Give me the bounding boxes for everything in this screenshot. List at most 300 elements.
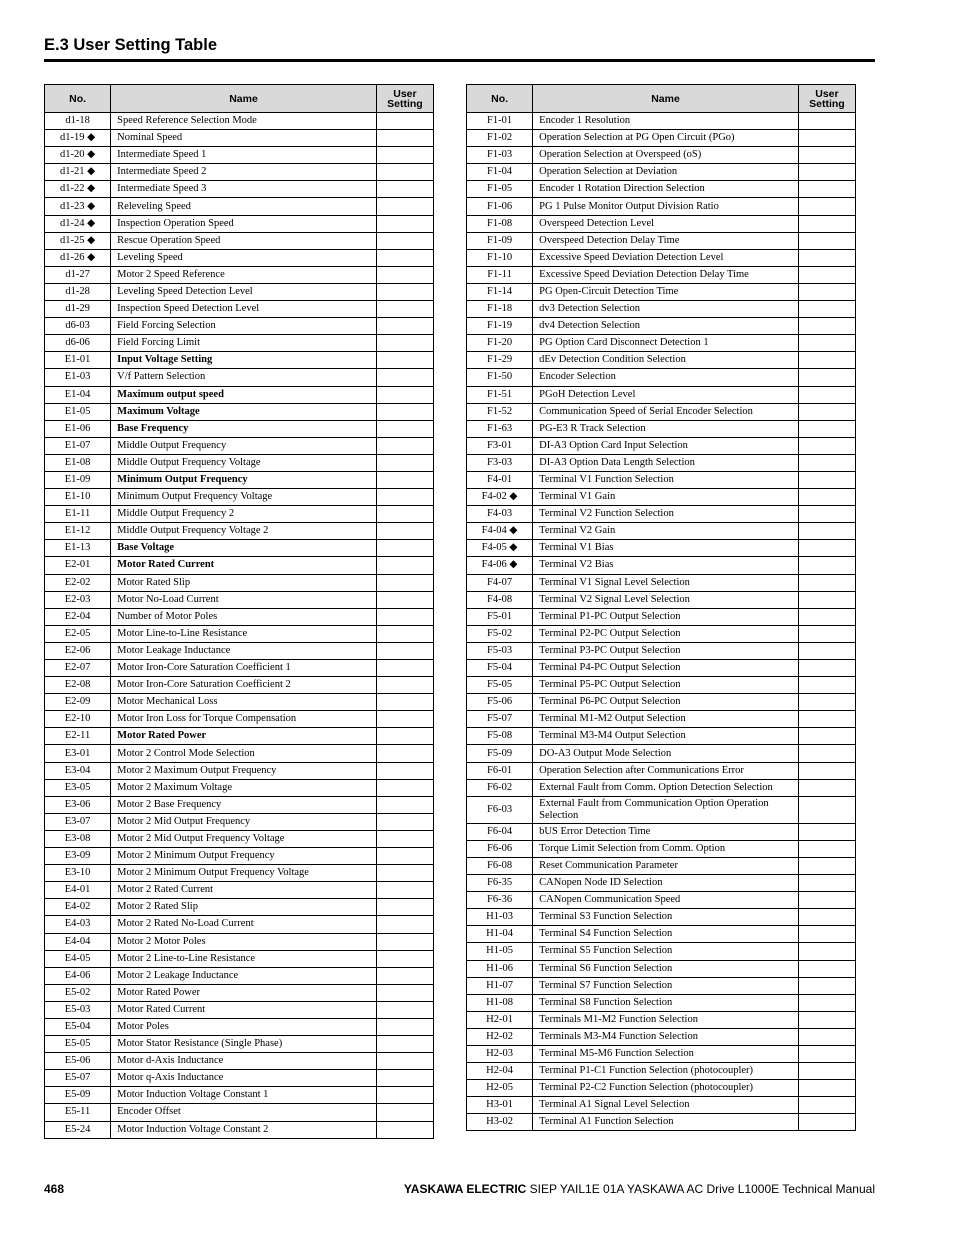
- parameter-name: Terminal S6 Function Selection: [533, 960, 799, 977]
- user-setting-cell[interactable]: [798, 711, 855, 728]
- parameter-number: H1-03: [467, 909, 533, 926]
- table-row: [45, 984, 434, 1001]
- parameter-name: Middle Output Frequency Voltage: [111, 454, 377, 471]
- table-row: [45, 677, 434, 694]
- parameter-number: F5-06: [467, 694, 533, 711]
- parameter-name: Motor Line-to-Line Resistance: [111, 625, 377, 642]
- user-setting-cell[interactable]: [376, 882, 433, 899]
- parameter-number: F4-05 ◆: [467, 540, 533, 557]
- user-setting-cell[interactable]: [376, 677, 433, 694]
- parameter-name: Terminal V1 Bias: [533, 540, 799, 557]
- parameter-number: d1-19 ◆: [45, 130, 111, 147]
- user-setting-cell[interactable]: [798, 745, 855, 762]
- user-setting-cell[interactable]: [376, 711, 433, 728]
- table-row: [45, 660, 434, 677]
- parameter-number: F5-01: [467, 608, 533, 625]
- user-setting-cell[interactable]: [798, 677, 855, 694]
- parameter-number: d1-27: [45, 266, 111, 283]
- parameter-name: Terminal M5-M6 Function Selection: [533, 1045, 799, 1062]
- user-setting-cell[interactable]: [798, 454, 855, 471]
- user-setting-cell[interactable]: [798, 1080, 855, 1097]
- table-row: [467, 892, 856, 909]
- parameter-number: F5-09: [467, 745, 533, 762]
- user-setting-cell[interactable]: [798, 642, 855, 659]
- user-setting-cell[interactable]: [798, 198, 855, 215]
- parameter-number: F1-11: [467, 266, 533, 283]
- user-setting-cell[interactable]: [798, 232, 855, 249]
- table-row: [467, 386, 856, 403]
- user-setting-cell[interactable]: [376, 779, 433, 796]
- table-row: [467, 283, 856, 300]
- parameter-number: d1-23 ◆: [45, 198, 111, 215]
- parameter-number: E2-11: [45, 728, 111, 745]
- parameter-name: Motor 2 Rated No-Load Current: [111, 916, 377, 933]
- parameter-number: F1-19: [467, 318, 533, 335]
- table-row: [45, 1053, 434, 1070]
- user-setting-cell[interactable]: [376, 352, 433, 369]
- parameter-number: d1-29: [45, 301, 111, 318]
- parameter-number: E1-09: [45, 471, 111, 488]
- parameter-name: Motor 2 Minimum Output Frequency: [111, 848, 377, 865]
- table-row: [45, 1087, 434, 1104]
- table-row: [45, 420, 434, 437]
- user-setting-cell[interactable]: [376, 369, 433, 386]
- parameter-number: H2-01: [467, 1011, 533, 1028]
- user-setting-cell[interactable]: [376, 249, 433, 266]
- user-setting-cell[interactable]: [798, 1045, 855, 1062]
- parameter-number: d6-06: [45, 335, 111, 352]
- user-setting-cell[interactable]: [798, 1028, 855, 1045]
- parameter-name: Leveling Speed Detection Level: [111, 283, 377, 300]
- table-row: [45, 762, 434, 779]
- parameter-name: Motor Iron Loss for Torque Compensation: [111, 711, 377, 728]
- table-row: [45, 540, 434, 557]
- user-setting-cell[interactable]: [798, 909, 855, 926]
- table-header-row: [45, 85, 434, 113]
- user-setting-cell[interactable]: [376, 933, 433, 950]
- parameter-number: F4-06 ◆: [467, 557, 533, 574]
- parameter-name: Middle Output Frequency 2: [111, 506, 377, 523]
- parameter-number: F4-01: [467, 471, 533, 488]
- parameter-number: F4-07: [467, 574, 533, 591]
- user-setting-cell[interactable]: [798, 762, 855, 779]
- user-setting-cell[interactable]: [376, 950, 433, 967]
- user-setting-cell[interactable]: [798, 164, 855, 181]
- parameter-name: Field Forcing Selection: [111, 318, 377, 335]
- parameter-number: F5-02: [467, 625, 533, 642]
- user-setting-cell[interactable]: [376, 1036, 433, 1053]
- user-setting-cell[interactable]: [376, 386, 433, 403]
- user-setting-cell[interactable]: [798, 943, 855, 960]
- table-header-row: [467, 85, 856, 113]
- user-setting-cell[interactable]: [376, 215, 433, 232]
- parameter-number: E5-24: [45, 1121, 111, 1138]
- parameter-name: Terminal V1 Function Selection: [533, 471, 799, 488]
- parameter-number: E3-01: [45, 745, 111, 762]
- parameter-name: Operation Selection at Deviation: [533, 164, 799, 181]
- table-row: [467, 1028, 856, 1045]
- parameter-name: Motor Induction Voltage Constant 2: [111, 1121, 377, 1138]
- user-setting-cell[interactable]: [376, 1018, 433, 1035]
- user-setting-cell[interactable]: [798, 181, 855, 198]
- table-row: [467, 574, 856, 591]
- user-setting-cell[interactable]: [798, 557, 855, 574]
- parameter-name: dv4 Detection Selection: [533, 318, 799, 335]
- parameter-number: F1-51: [467, 386, 533, 403]
- table-row: [45, 865, 434, 882]
- parameter-name: Terminal V2 Signal Level Selection: [533, 591, 799, 608]
- user-setting-cell[interactable]: [798, 1097, 855, 1114]
- user-setting-cell[interactable]: [376, 694, 433, 711]
- table-row: [45, 1070, 434, 1087]
- user-setting-cell[interactable]: [376, 625, 433, 642]
- parameter-name: Input Voltage Setting: [111, 352, 377, 369]
- parameter-number: F4-08: [467, 591, 533, 608]
- user-setting-cell[interactable]: [798, 437, 855, 454]
- user-setting-cell[interactable]: [798, 660, 855, 677]
- parameter-name: Motor 2 Mid Output Frequency Voltage: [111, 830, 377, 847]
- user-setting-cell[interactable]: [376, 181, 433, 198]
- parameter-name: Terminal P5-PC Output Selection: [533, 677, 799, 694]
- user-setting-cell[interactable]: [376, 1104, 433, 1121]
- parameter-number: F1-09: [467, 232, 533, 249]
- parameter-number: d1-24 ◆: [45, 215, 111, 232]
- user-setting-cell[interactable]: [376, 608, 433, 625]
- parameter-number: E4-03: [45, 916, 111, 933]
- parameter-name: Motor 2 Rated Slip: [111, 899, 377, 916]
- parameter-number: F6-02: [467, 779, 533, 796]
- parameter-number: F1-52: [467, 403, 533, 420]
- user-setting-cell[interactable]: [376, 1001, 433, 1018]
- table-row: [467, 660, 856, 677]
- user-setting-cell[interactable]: [376, 574, 433, 591]
- parameter-name: V/f Pattern Selection: [111, 369, 377, 386]
- parameter-name: Motor 2 Leakage Inductance: [111, 967, 377, 984]
- parameter-number: F1-63: [467, 420, 533, 437]
- parameter-number: F1-08: [467, 215, 533, 232]
- user-setting-cell[interactable]: [376, 232, 433, 249]
- user-setting-cell[interactable]: [376, 318, 433, 335]
- table-row: [467, 779, 856, 796]
- parameter-name: Terminal P6-PC Output Selection: [533, 694, 799, 711]
- user-setting-cell[interactable]: [798, 266, 855, 283]
- table-row: [467, 1080, 856, 1097]
- user-setting-cell[interactable]: [376, 899, 433, 916]
- parameter-number: d1-18: [45, 113, 111, 130]
- parameter-name: Terminals M3-M4 Function Selection: [533, 1028, 799, 1045]
- user-setting-cell[interactable]: [798, 779, 855, 796]
- user-setting-cell[interactable]: [798, 823, 855, 840]
- user-setting-cell[interactable]: [798, 369, 855, 386]
- table-row: [467, 352, 856, 369]
- parameter-name: Motor 2 Maximum Output Frequency: [111, 762, 377, 779]
- table-row: [467, 694, 856, 711]
- table-row: [467, 523, 856, 540]
- user-setting-cell[interactable]: [798, 960, 855, 977]
- table-row: [467, 471, 856, 488]
- parameter-number: E3-06: [45, 796, 111, 813]
- user-setting-cell[interactable]: [376, 745, 433, 762]
- parameter-number: F6-06: [467, 840, 533, 857]
- user-setting-cell[interactable]: [798, 1063, 855, 1080]
- user-setting-cell[interactable]: [376, 164, 433, 181]
- user-setting-cell[interactable]: [376, 489, 433, 506]
- user-setting-cell[interactable]: [376, 642, 433, 659]
- table-row: [467, 840, 856, 857]
- table-row: [467, 677, 856, 694]
- user-setting-cell[interactable]: [376, 506, 433, 523]
- user-setting-cell[interactable]: [376, 113, 433, 130]
- parameter-number: E4-02: [45, 899, 111, 916]
- user-setting-cell[interactable]: [376, 557, 433, 574]
- parameter-number: d1-26 ◆: [45, 249, 111, 266]
- parameter-name: Motor 2 Control Mode Selection: [111, 745, 377, 762]
- user-setting-cell[interactable]: [376, 266, 433, 283]
- user-setting-cell[interactable]: [376, 540, 433, 557]
- table-row: [467, 454, 856, 471]
- parameter-number: H2-03: [467, 1045, 533, 1062]
- parameter-number: F1-14: [467, 283, 533, 300]
- parameter-number: F6-08: [467, 857, 533, 874]
- parameter-name: Terminal P1-C1 Function Selection (photocoupler): [533, 1063, 799, 1080]
- parameter-number: F3-03: [467, 454, 533, 471]
- user-setting-cell[interactable]: [376, 762, 433, 779]
- parameter-name: Motor Stator Resistance (Single Phase): [111, 1036, 377, 1053]
- table-row: [467, 608, 856, 625]
- table-row: [45, 899, 434, 916]
- user-setting-cell[interactable]: [376, 471, 433, 488]
- user-setting-cell[interactable]: [798, 489, 855, 506]
- user-setting-cell[interactable]: [798, 506, 855, 523]
- user-setting-cell[interactable]: [376, 1087, 433, 1104]
- parameter-name: PG Option Card Disconnect Detection 1: [533, 335, 799, 352]
- user-setting-cell[interactable]: [798, 796, 855, 823]
- parameter-number: F4-04 ◆: [467, 523, 533, 540]
- user-setting-cell[interactable]: [376, 283, 433, 300]
- parameter-name: Encoder 1 Resolution: [533, 113, 799, 130]
- table-row: [45, 848, 434, 865]
- user-setting-cell[interactable]: [376, 796, 433, 813]
- table-row: [45, 950, 434, 967]
- user-setting-cell[interactable]: [376, 1121, 433, 1138]
- table-row: [45, 113, 434, 130]
- table-row: [45, 625, 434, 642]
- parameter-name: Intermediate Speed 2: [111, 164, 377, 181]
- user-setting-cell[interactable]: [798, 994, 855, 1011]
- parameter-name: Overspeed Detection Level: [533, 215, 799, 232]
- parameter-name: Base Frequency: [111, 420, 377, 437]
- parameter-number: E5-09: [45, 1087, 111, 1104]
- user-setting-cell[interactable]: [798, 625, 855, 642]
- parameter-name: DI-A3 Option Card Input Selection: [533, 437, 799, 454]
- table-row: [467, 420, 856, 437]
- user-setting-cell[interactable]: [798, 875, 855, 892]
- table-row: [45, 591, 434, 608]
- user-setting-cell[interactable]: [376, 830, 433, 847]
- table-row: [45, 130, 434, 147]
- table-row: [45, 523, 434, 540]
- user-setting-cell[interactable]: [798, 728, 855, 745]
- user-setting-cell[interactable]: [798, 840, 855, 857]
- parameter-name: Terminal M3-M4 Output Selection: [533, 728, 799, 745]
- table-row: [467, 943, 856, 960]
- table-row: [45, 796, 434, 813]
- parameter-name: Middle Output Frequency Voltage 2: [111, 523, 377, 540]
- parameter-number: H2-05: [467, 1080, 533, 1097]
- parameter-number: H2-04: [467, 1063, 533, 1080]
- user-setting-cell[interactable]: [376, 1070, 433, 1087]
- table-row: [45, 266, 434, 283]
- table-row: [467, 403, 856, 420]
- user-setting-cell[interactable]: [798, 318, 855, 335]
- user-setting-cell[interactable]: [798, 352, 855, 369]
- parameter-number: F6-36: [467, 892, 533, 909]
- user-setting-cell[interactable]: [376, 984, 433, 1001]
- user-setting-cell[interactable]: [798, 857, 855, 874]
- parameter-number: F1-06: [467, 198, 533, 215]
- col-header-user-setting: User Setting: [376, 85, 433, 113]
- parameter-name: Inspection Operation Speed: [111, 215, 377, 232]
- parameter-number: E1-01: [45, 352, 111, 369]
- user-setting-cell[interactable]: [376, 437, 433, 454]
- user-setting-cell[interactable]: [798, 926, 855, 943]
- table-row: [45, 335, 434, 352]
- user-setting-cell[interactable]: [376, 454, 433, 471]
- user-setting-cell[interactable]: [798, 215, 855, 232]
- parameter-number: F5-07: [467, 711, 533, 728]
- parameter-number: E2-06: [45, 642, 111, 659]
- user-setting-cell[interactable]: [376, 523, 433, 540]
- parameter-name: DI-A3 Option Data Length Selection: [533, 454, 799, 471]
- user-setting-cell[interactable]: [798, 1011, 855, 1028]
- table-row: [45, 967, 434, 984]
- user-setting-cell[interactable]: [798, 386, 855, 403]
- parameter-number: E5-06: [45, 1053, 111, 1070]
- user-setting-cell[interactable]: [798, 471, 855, 488]
- user-setting-cell[interactable]: [376, 865, 433, 882]
- user-setting-cell[interactable]: [376, 813, 433, 830]
- user-setting-cell[interactable]: [798, 694, 855, 711]
- user-setting-cell[interactable]: [376, 147, 433, 164]
- parameter-number: E2-02: [45, 574, 111, 591]
- parameter-number: E5-07: [45, 1070, 111, 1087]
- table-row: [467, 994, 856, 1011]
- user-setting-cell[interactable]: [376, 916, 433, 933]
- user-setting-cell[interactable]: [798, 420, 855, 437]
- user-setting-cell[interactable]: [376, 591, 433, 608]
- user-setting-cell[interactable]: [798, 130, 855, 147]
- parameter-name: Motor Iron-Core Saturation Coefficient 2: [111, 677, 377, 694]
- parameter-name: Motor 2 Speed Reference: [111, 266, 377, 283]
- parameter-name: Base Voltage: [111, 540, 377, 557]
- user-setting-cell[interactable]: [376, 967, 433, 984]
- parameter-number: F6-35: [467, 875, 533, 892]
- parameter-number: E5-05: [45, 1036, 111, 1053]
- table-row: [467, 1097, 856, 1114]
- parameter-number: d1-20 ◆: [45, 147, 111, 164]
- user-setting-cell[interactable]: [376, 301, 433, 318]
- parameter-name: Terminal S3 Function Selection: [533, 909, 799, 926]
- parameter-name: Motor Mechanical Loss: [111, 694, 377, 711]
- parameter-name: Encoder Offset: [111, 1104, 377, 1121]
- user-setting-cell[interactable]: [798, 591, 855, 608]
- parameter-name: Terminal S7 Function Selection: [533, 977, 799, 994]
- table-row: [467, 318, 856, 335]
- user-setting-cell[interactable]: [798, 283, 855, 300]
- parameter-name: Operation Selection at Overspeed (oS): [533, 147, 799, 164]
- user-setting-cell[interactable]: [798, 113, 855, 130]
- heading-rule: [44, 59, 875, 62]
- user-setting-cell[interactable]: [376, 848, 433, 865]
- table-row: [467, 335, 856, 352]
- parameter-number: E1-11: [45, 506, 111, 523]
- user-setting-cell[interactable]: [376, 728, 433, 745]
- parameter-name: Terminal M1-M2 Output Selection: [533, 711, 799, 728]
- user-setting-cell[interactable]: [798, 403, 855, 420]
- parameter-number: F1-20: [467, 335, 533, 352]
- table-row: [45, 454, 434, 471]
- user-setting-cell[interactable]: [376, 403, 433, 420]
- parameter-number: E3-08: [45, 830, 111, 847]
- user-setting-cell[interactable]: [798, 1114, 855, 1131]
- parameter-name: bUS Error Detection Time: [533, 823, 799, 840]
- user-setting-cell[interactable]: [376, 335, 433, 352]
- user-setting-cell[interactable]: [798, 574, 855, 591]
- user-setting-cell[interactable]: [798, 608, 855, 625]
- table-row: [467, 1114, 856, 1131]
- parameter-number: E1-12: [45, 523, 111, 540]
- parameter-number: F1-18: [467, 301, 533, 318]
- table-row: [45, 1036, 434, 1053]
- parameter-name: Terminal P2-PC Output Selection: [533, 625, 799, 642]
- parameter-number: E1-07: [45, 437, 111, 454]
- table-row: [45, 779, 434, 796]
- parameter-number: F1-50: [467, 369, 533, 386]
- user-setting-cell[interactable]: [376, 1053, 433, 1070]
- user-setting-cell[interactable]: [798, 335, 855, 352]
- parameter-number: F1-29: [467, 352, 533, 369]
- user-setting-cell[interactable]: [376, 198, 433, 215]
- user-setting-cell[interactable]: [376, 420, 433, 437]
- user-setting-cell[interactable]: [376, 660, 433, 677]
- parameter-number: E3-04: [45, 762, 111, 779]
- user-setting-cell[interactable]: [798, 540, 855, 557]
- table-row: [467, 728, 856, 745]
- user-setting-cell[interactable]: [376, 130, 433, 147]
- table-row: [467, 198, 856, 215]
- user-setting-cell[interactable]: [798, 977, 855, 994]
- user-setting-cell[interactable]: [798, 523, 855, 540]
- parameter-name: Motor q-Axis Inductance: [111, 1070, 377, 1087]
- parameter-number: E1-13: [45, 540, 111, 557]
- user-setting-cell[interactable]: [798, 892, 855, 909]
- parameter-name: DO-A3 Output Mode Selection: [533, 745, 799, 762]
- parameter-number: E2-10: [45, 711, 111, 728]
- parameter-name: Motor 2 Rated Current: [111, 882, 377, 899]
- parameter-name: External Fault from Communication Option Operation Selection: [533, 796, 799, 823]
- table-row: [45, 642, 434, 659]
- parameter-number: E1-04: [45, 386, 111, 403]
- table-row: [45, 745, 434, 762]
- user-setting-cell[interactable]: [798, 301, 855, 318]
- parameter-number: F6-01: [467, 762, 533, 779]
- parameter-name: CANopen Communication Speed: [533, 892, 799, 909]
- user-setting-cell[interactable]: [798, 249, 855, 266]
- parameter-number: F1-04: [467, 164, 533, 181]
- parameter-name: CANopen Node ID Selection: [533, 875, 799, 892]
- parameter-name: Rescue Operation Speed: [111, 232, 377, 249]
- user-setting-cell[interactable]: [798, 147, 855, 164]
